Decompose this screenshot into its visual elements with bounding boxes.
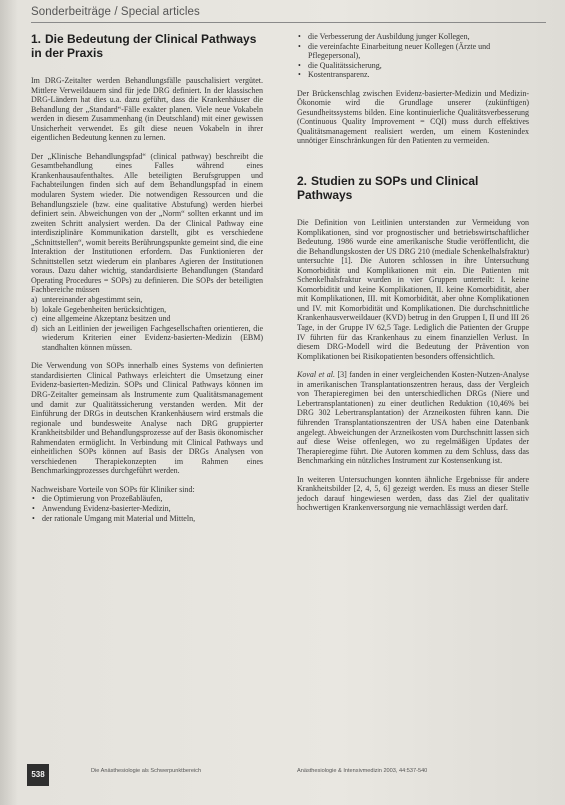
list-item <box>31 295 263 305</box>
list-item: • die Qualitätssicherung, <box>297 61 529 71</box>
paragraph: Nachweisbare Vorteile von SOPs für Kliniker sind: <box>31 484 195 494</box>
page-footer <box>27 764 547 786</box>
list-item: • Kostentransparenz. <box>297 70 529 80</box>
header-divider <box>31 22 546 23</box>
section-1-title <box>31 32 263 60</box>
list-item: • Anwendung Evidenz-basierter-Medizin, <box>31 504 263 514</box>
advantages-list-continued <box>297 32 529 80</box>
list-item <box>31 314 263 324</box>
section-1-title-text: Die Bedeutung der Clinical Pathways in der Praxis <box>31 32 257 60</box>
section-1-number: 1. <box>31 32 42 46</box>
list-marker: c) <box>31 314 38 324</box>
section-2-title-text: Studien zu SOPs und Clinical Pathways <box>297 174 479 203</box>
list-item-text: sich an Leitlinien der jeweiligen Fachgesellschaften orientieren, die wiederum Kriterien einer Evidenz-basierten-Medizin (EBM) standhalten können müssen. <box>42 323 263 352</box>
paragraph: In weiteren Untersuchungen konnten ähnliche Ergebnisse für andere Krankheitsbilder [2, 4, 5, 6] gezeigt werden. Es muss an dieser Stelle jedoch darauf hingewiesen werden, dass das Ziel der qualitativ hochwertigen Krankenversorgung nie vernachlässigt werden darf. <box>297 474 529 513</box>
list-marker: a) <box>31 295 38 305</box>
advantages-list <box>31 494 263 523</box>
list-item <box>31 324 263 353</box>
footer-journal-citation: Anästhesiologie & Intensivmedizin 2003, 44:537-540 <box>297 768 428 774</box>
paragraph-text: [3] fanden in einer vergleichenden Kosten-Nutzen-Analyse in amerikanischen Transplantationszentren heraus, dass der Vergleich von Therapieregimen bei den unterschiedlichen DRGs (Niere und Lebertransplantationen) zu einer deutlichen Reduktion (10,46% bei DRG 302 Lebertransplantation) der Arzneikosten führen kann. Die führenden Transplantationszentren der USA haben eine Datenbank angelegt. Abweichungen der Arzneikosten vom Durchschnitt lassen sich auf diese Weise offenlegen, wo zu regelmäßigen Updates der Therapieregime führt. Die Autoren kommen zu dem Schluss, dass das Benchmarking ein nützliches Instrument zur Kostensenkung ist. <box>297 370 529 466</box>
list-item-text: lokale Gegebenheiten berücksichtigen, <box>42 304 167 314</box>
paragraph: Die Verwendung von SOPs innerhalb eines Systems von definierten standardisierten Clinical Pathways erleichtert die Umsetzung einer Evidenz-basierten-Medizin. SOPs und Clinical Pathways können im DRG-Zeitalter gemeinsam als Instrumente zum Qualitätsmanagement und damit zur Qualitätssicherung verstanden werden. Mit der Einführung der DRGs in deutschen Krankenhäusern wird erstmals die regionale und bundesweite Analyse nach DRG gruppierter Krankheitsbilder und Behandlungsprozesse auf der Basis ökonomischer Rahmendaten ermöglicht. In Verbindung mit Clinical Pathways und einheitlichen SOPs können auf Basis der DRGs Analysen von verschiedenen Therapiekonzepten im Rahmen eines Benchmarkingprozesses durchgeführt werden. <box>31 361 263 476</box>
section-2-number: 2. <box>297 174 308 189</box>
footer-running-title: Die Anästhesiologie als Schwerpunktbereich <box>91 768 202 774</box>
section-heading-text: Sonderbeiträge / Special articles <box>31 6 200 18</box>
paragraph: Die Definition von Leitlinien unterstanden zur Vermeidung von Komplikationen, sind vor prognostischer und betriebswirtschaftlicher Bedeutung. 1986 wurde eine amerikanische Studie veröffentlicht, die die Behandlungskosten der US DRG 210 (mediale Schenkelhalsfraktur) untersuchte [1]. Die Autoren schlossen in ihre Untersuchung Komorbidität und Komplikationen mit ein. Die Patienten mit Schenkelhalsfraktur wurden in vier Gruppen unterteilt: I. keine Komorbidität und keine Komplikationen, II. keine Komorbidität, aber mit Komplikationen, III. mit Komorbidität, aber ohne Komplikationen und IV. mit Komorbidität und Komplikationen. Die durchschnittliche Krankenhausverweildauer (KVD) betrug in den Gruppen I, II und III 26 Tage, in der Gruppe IV 62,5 Tage. Lediglich die Patienten der Gruppe IV führten für das Krankenhaus zu einem finanziellen Verlust. In diesem DRG-Modell wird die Bedeutung der Prävention von Komplikationen bei Risikopatienten besonders offensichtlich. <box>297 218 529 361</box>
author-reference: Koval et al. <box>297 370 335 380</box>
page-number: 538 <box>27 764 49 786</box>
list-item <box>31 305 263 315</box>
list-item: • die Verbesserung der Ausbildung junger Kollegen, <box>297 32 529 42</box>
list-marker: d) <box>31 323 38 333</box>
list-item: • der rationale Umgang mit Material und Mitteln, <box>31 514 263 524</box>
right-column <box>297 32 529 513</box>
paragraph <box>297 370 529 465</box>
list-marker: b) <box>31 304 38 314</box>
list-item-text: eine allgemeine Akzeptanz besitzen und <box>42 314 171 324</box>
list-item: • die vereinfachte Einarbeitung neuer Kollegen (Ärzte und Pflegepersonal), <box>297 42 529 61</box>
section-heading <box>31 6 200 18</box>
section-2-title <box>297 174 529 202</box>
paragraph: Der „Klinische Behandlungspfad“ (clinical pathway) beschreibt die Gesamtbehandlung eines Falles während eines Krankenhausaufenthaltes. Alle beteiligten Berufsgruppen und Fachabteilungen finden sich auf dem Behandlungspfad in einem modularen System wieder. Die notwendigen Ressourcen und die Behandlungsziele (bzw. eine qualitative Abstufung) werden hierbei definiert sein. Abweichungen von der „Norm“ sollten erkannt und im zweiten Schritt analysiert werden. Da der Clinical Pathway eine interdisziplinäre Kommunikation darstellt, gibt es verschiedene „Schnittstellen“, womit bereits Berührungspunkte gemeint sind, die eine Interaktion der Institutionen erfordern. Das Funktionieren der Schnittstellen setzt wiederum ein planbares Agieren der Institutionen voraus. Dazu daher wichtig, standardisierte Behandlungen (Standard Operating Procedures = SOPs) zu definieren. Die SOPs der beteiligten Fachbereiche müssen <box>31 151 263 295</box>
list-item-text: untereinander abgestimmt sein, <box>42 295 143 305</box>
paragraph: Im DRG-Zeitalter werden Behandlungsfälle pauschalisiert vergütet. Mittlere Verweildauern sind für jede DRG definiert. In der klassischen DRG-Ländern hat dies u.a. dazu geführt, dass die Krankenhäuser die Behandlung der „Standard“-Fälle exakter planen. Viele neue Vokabeln werden in diesem Zusammenhang (in Deutschland) mit einer gewissen Unsicherheit verwendet. Es gilt diese neuen Vokabeln in ihrer eigentlichen Bedeutung kennen zu lernen. <box>31 76 263 143</box>
paragraph: Der Brückenschlag zwischen Evidenz-basierter-Medizin und Medizin-Ökonomie wird die Grundlage unserer (zukünftigen) Gesundheitssystems bilden. Eine kontinuierliche Qualitätsverbesserung (Continuous Quality Improvement = CQI) muss durch effektives Qualitätsmanagement realisiert werden, um einem Kostenindex unnötiger Einschränkungen für den Patienten zu vermeiden. <box>297 88 529 146</box>
criteria-list <box>31 295 263 352</box>
list-item: • die Optimierung von Prozeßabläufen, <box>31 494 263 504</box>
left-column <box>31 32 263 523</box>
